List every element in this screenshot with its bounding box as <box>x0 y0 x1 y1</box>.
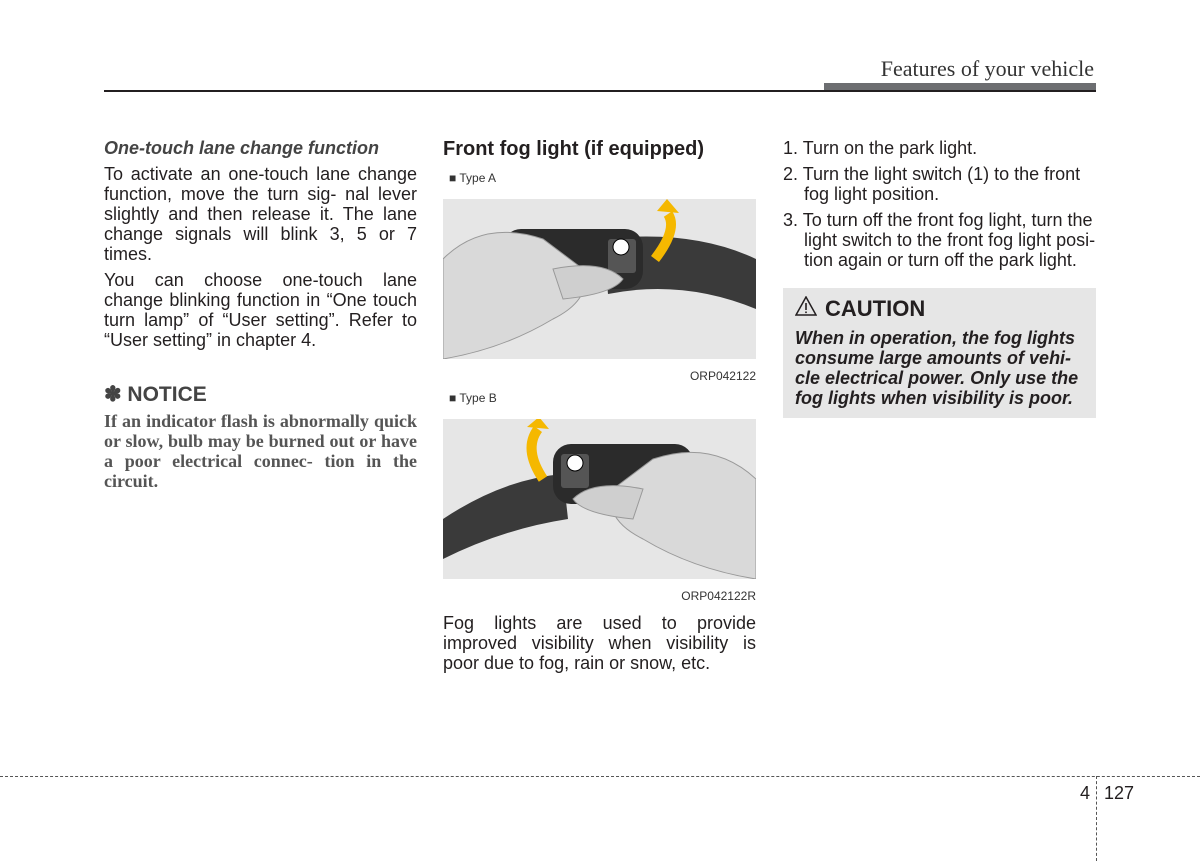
column-right <box>783 138 1096 418</box>
chapter-number: 4 <box>1080 783 1091 803</box>
caution-heading <box>795 296 1084 322</box>
column-middle <box>443 138 756 679</box>
warning-triangle-icon <box>795 296 817 322</box>
header-rule-thin <box>104 90 1096 92</box>
paragraph-user-setting: You can choose one-touch lane change blinking function in “One touch turn lamp” of “User setting”. Refer to “User setting” in chapter 4. <box>104 270 417 350</box>
paragraph-fog-light: Fog lights are used to provide improved visibility when visibility is poor due to fog, rain or snow, etc. <box>443 613 756 673</box>
notice-title: ✽ NOTICE <box>104 383 207 406</box>
notice-body: If an indicator flash is abnormally quick or slow, bulb may be burned out or have a poor electrical connec- tion in the circuit. <box>104 411 417 491</box>
step-2: 2. Turn the light switch (1) to the front fog light position. <box>783 164 1081 204</box>
caution-title: CAUTION <box>825 296 926 321</box>
figure-type-b <box>443 393 756 613</box>
caution-box <box>783 288 1096 418</box>
paragraph-lane-change: To activate an one-touch lane change function, move the turn sig- nal lever slightly and then release it. The lane change signals will blink 3, 5 or 7 times. <box>104 164 417 264</box>
page-header-title: Features of your vehicle <box>880 56 1094 81</box>
caution-body: When in operation, the fog lights consume large amounts of vehi- cle electrical power. Only use the fog lights when visibility is poor. <box>795 328 1079 408</box>
figure-label: ■ Type A <box>449 171 497 185</box>
footer-divider <box>0 776 1200 777</box>
footer-vertical-divider <box>1096 776 1097 861</box>
fog-light-switch-illustration <box>443 199 756 359</box>
figure-type-a <box>443 173 756 393</box>
subheading-lane-change: One-touch lane change function <box>104 138 380 158</box>
figure-code: ORP042122 <box>689 369 756 383</box>
step-3: 3. To turn off the front fog light, turn the light switch to the front fog light posi- tion again or turn off the park light. <box>783 210 1096 270</box>
figure-code: ORP042122R <box>681 589 756 603</box>
column-left <box>104 138 417 491</box>
step-1: 1. Turn on the park light. <box>783 138 978 158</box>
section-title-fog-light: Front fog light (if equipped) <box>443 138 705 160</box>
fog-light-switch-illustration <box>443 419 756 579</box>
page-number: 127 <box>1104 783 1135 803</box>
figure-label: ■ Type B <box>449 391 497 405</box>
header-rule-thick <box>824 83 1096 90</box>
